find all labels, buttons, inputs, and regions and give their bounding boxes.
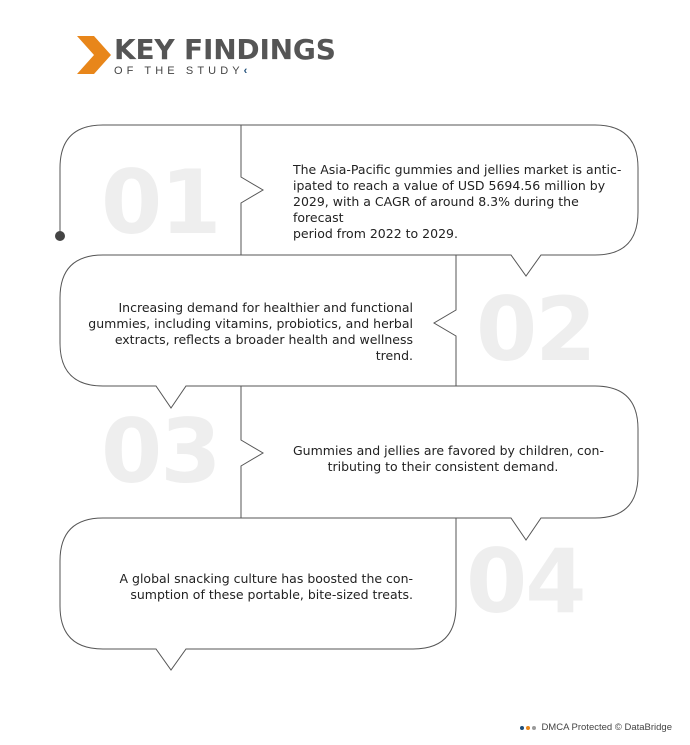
finding-line: extracts, reflects a broader health and wellness: [114, 332, 413, 347]
finding-text-04: [100, 571, 413, 603]
footer-dots-icon: [520, 726, 536, 730]
page-subtitle-text: OF THE STUDY: [114, 65, 244, 77]
divider-02: [434, 255, 456, 386]
footer-dot: [520, 726, 524, 730]
finding-line: ipated to reach a value of USD 5694.56 million by: [293, 178, 606, 193]
footer-text: DMCA Protected © DataBridge: [541, 722, 672, 733]
finding-text-02: [88, 300, 413, 364]
finding-text-01: [293, 162, 633, 242]
finding-line: Gummies and jellies are favored by children, con-: [293, 443, 604, 458]
finding-text-03: [293, 443, 633, 475]
finding-line: period from 2022 to 2029.: [293, 226, 458, 241]
step-number-04: 04: [466, 530, 585, 633]
divider-03: [241, 386, 263, 518]
page-title: KEY FINDINGS: [114, 33, 336, 66]
flow-start-dot: [55, 231, 65, 241]
divider-01: [241, 125, 263, 255]
finding-line: tributing to their consistent demand.: [327, 459, 559, 474]
footer-dot: [526, 726, 530, 730]
finding-line: sumption of these portable, bite-sized treats.: [130, 587, 413, 602]
finding-line: Increasing demand for healthier and functional: [118, 300, 413, 315]
step-number-03: 03: [101, 400, 220, 503]
finding-line: A global snacking culture has boosted the con-: [119, 571, 413, 586]
page-subtitle: [114, 66, 247, 77]
footer-dot: [532, 726, 536, 730]
crescent-icon: ‹: [243, 65, 248, 77]
step-number-01: 01: [101, 151, 220, 254]
finding-line: trend.: [375, 348, 413, 363]
footer: [520, 722, 672, 733]
finding-line: 2029, with a CAGR of around 8.3% during the forecast: [293, 194, 579, 225]
chevron-icon: [77, 36, 111, 74]
step-number-02: 02: [476, 278, 595, 381]
finding-line: gummies, including vitamins, probiotics, and herbal: [88, 316, 413, 331]
finding-line: The Asia-Pacific gummies and jellies market is antic-: [293, 162, 622, 177]
